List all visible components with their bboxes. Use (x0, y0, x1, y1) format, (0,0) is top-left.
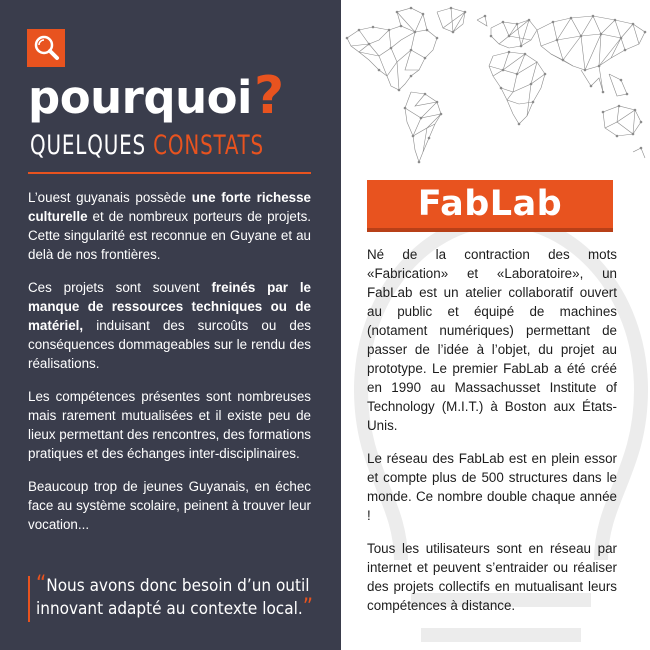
subtitle-part2: CONSTATS (153, 130, 264, 161)
magnifier-icon (27, 29, 65, 67)
title-question-mark: ? (253, 66, 284, 126)
subtitle (30, 128, 264, 164)
constats-text (28, 188, 311, 548)
p2-text-c: induisant des surcoûts ou des conséquences dommageables sur le rendu des réalisations. (28, 318, 311, 371)
title-divider (28, 172, 311, 174)
p1-bold: une forte richesse culturelle (28, 190, 311, 224)
p2-text-a: Ces projets sont souvent (28, 280, 212, 295)
paragraph-1 (28, 188, 311, 264)
fablab-text (367, 245, 617, 629)
subtitle-part1: QUELQUES (30, 130, 146, 161)
page-title (28, 66, 284, 128)
fablab-banner: FabLab (367, 180, 613, 228)
quote-text: Nous avons donc besoin d’un outil innovant adapté au contexte local. (36, 576, 310, 619)
quote-open-mark: “ (36, 572, 47, 597)
quote-text-wrap (36, 574, 318, 620)
paragraph-4: Beaucoup trop de jeunes Guyanais, en échec face au système scolaire, peinent à trouver leur vocation... (28, 479, 311, 532)
fablab-banner-shadow (367, 228, 613, 232)
fablab-paragraph-1: Né de la contraction des mots «Fabrication» et «Laboratoire», un FabLab est un atelier collaboratif ouvert au public et équipé de machines (notament numériques) permettant de passer de l’idée à l’objet, du projet au prototype. Le premier FabLab a été créé en 1990 au Massachusset Institute of Technology (M.I.T.) à Boston aux États-Unis. (367, 247, 617, 433)
quote-block (28, 574, 318, 620)
fablab-paragraph-2: Le réseau des FabLab est en plein essor et compte plus de 500 structures dans le monde. Ce nombre double chaque année ! (367, 451, 617, 523)
p1-text-c: et de nombreux porteurs de projets. Cette singularité est reconnue en Guyane et au delà de nos frontières. (28, 209, 311, 262)
quote-close-mark: ” (302, 595, 313, 620)
fablab-paragraph-3: Tous les utilisateurs sont en réseau par internet et peuvent s’entraider ou réaliser des projets collectifs en mutualisant leurs compétences à distance. (367, 541, 617, 613)
right-panel (341, 0, 650, 650)
paragraph-3: Les compétences présentes sont nombreuses mais rarement mutualisées et il existe peu de lieux permettant des rencontres, des formations pratiques et des échanges inter-disciplinaires. (28, 389, 311, 461)
quote-bar (28, 576, 30, 622)
paragraph-2 (28, 278, 311, 373)
p1-text-a: L’ouest guyanais possède (28, 190, 192, 205)
p2-bold: freinés par le manque de ressources techniques ou de matériel, (28, 280, 311, 333)
title-word: pourquoi (28, 71, 252, 124)
